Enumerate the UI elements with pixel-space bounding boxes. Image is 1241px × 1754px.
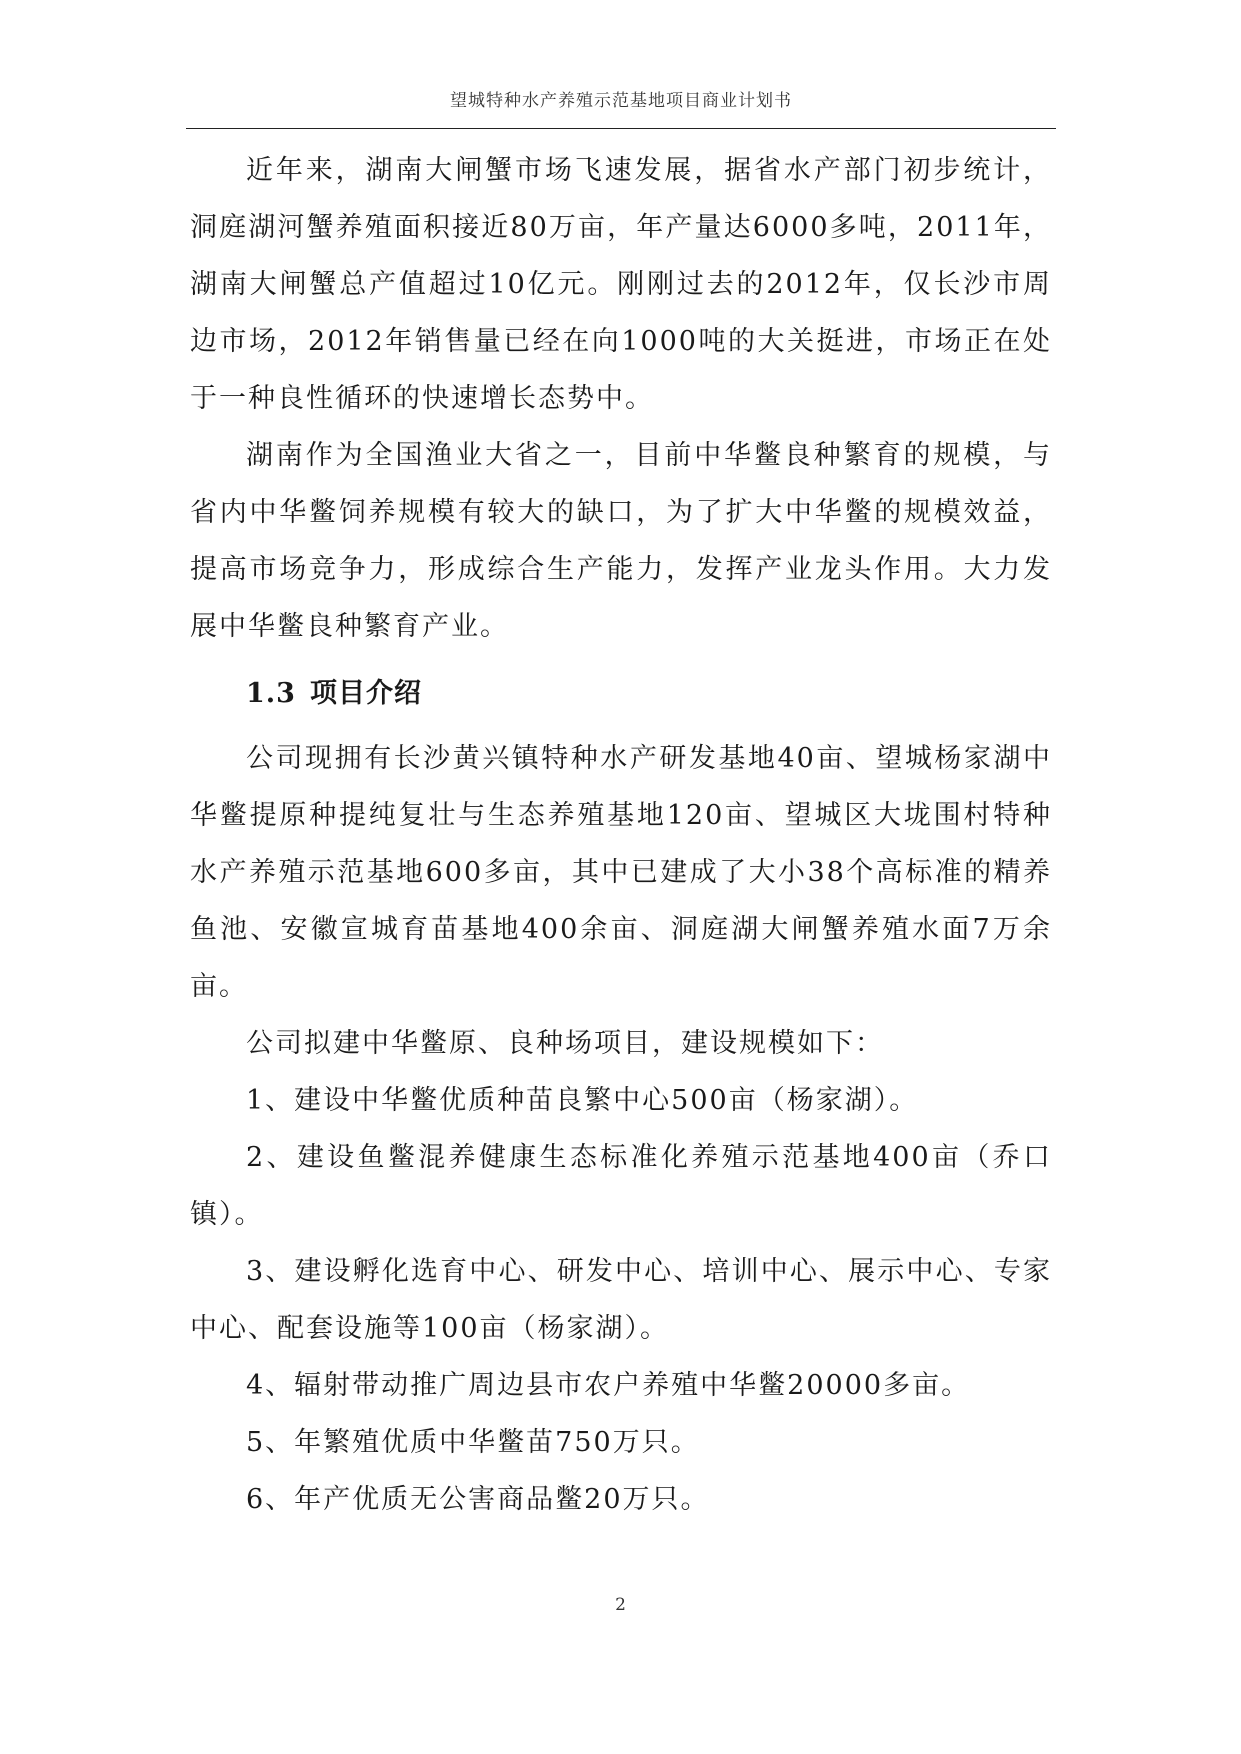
- paragraph-company-bases: 公司现拥有长沙黄兴镇特种水产研发基地40亩、望城杨家湖中华鳖提原种提纯复壮与生态养殖基地120亩、望城区大垅围村特种水产养殖示范基地600多亩，其中已建成了大小38个高标准的精养鱼池、安徽宣城育苗基地400余亩、洞庭湖大闸蟹养殖水面7万余亩。: [190, 743, 1052, 1002]
- section-title: 项目介绍: [309, 678, 422, 709]
- list-item-5: 5、年繁殖优质中华鳖苗750万只。: [246, 1427, 700, 1458]
- page-content: [190, 142, 1052, 1528]
- list-item-1: 1、建设中华鳖优质种苗良繁中心500亩（杨家湖）。: [246, 1085, 919, 1116]
- paragraph-crab-market: 近年来，湖南大闸蟹市场飞速发展，据省水产部门初步统计，洞庭湖河蟹养殖面积接近80万亩，年产量达6000多吨，2011年，湖南大闸蟹总产值超过10亿元。刚刚过去的2012年，仅长沙市周边市场，2012年销售量已经在向1000吨的大关挺进，市场正在处于一种良性循环的快速增长态势中。: [190, 155, 1052, 414]
- running-header: 望城特种水产养殖示范基地项目商业计划书: [450, 91, 792, 111]
- page-number: 2: [615, 1595, 626, 1615]
- list-item-3: 3、建设孵化选育中心、研发中心、培训中心、展示中心、专家中心、配套设施等100亩（杨家湖）。: [190, 1256, 1052, 1344]
- list-item-2: 2、建设鱼鳖混养健康生态标准化养殖示范基地400亩（乔口镇）。: [190, 1142, 1052, 1230]
- list-item-4: 4、辐射带动推广周边县市农户养殖中华鳖20000多亩。: [246, 1370, 971, 1401]
- list-item-6: 6、年产优质无公害商品鳖20万只。: [246, 1484, 710, 1515]
- section-heading: [190, 665, 1052, 722]
- header-divider: [186, 128, 1056, 129]
- paragraph-turtle-breeding: 湖南作为全国渔业大省之一，目前中华鳖良种繁育的规模，与省内中华鳖饲养规模有较大的缺口，为了扩大中华鳖的规模效益，提高市场竞争力，形成综合生产能力，发挥产业龙头作用。大力发展中华鳖良种繁育产业。: [190, 440, 1052, 642]
- paragraph-project-scale-intro: 公司拟建中华鳖原、良种场项目，建设规模如下：: [246, 1028, 884, 1059]
- section-number: 1.3: [246, 678, 296, 709]
